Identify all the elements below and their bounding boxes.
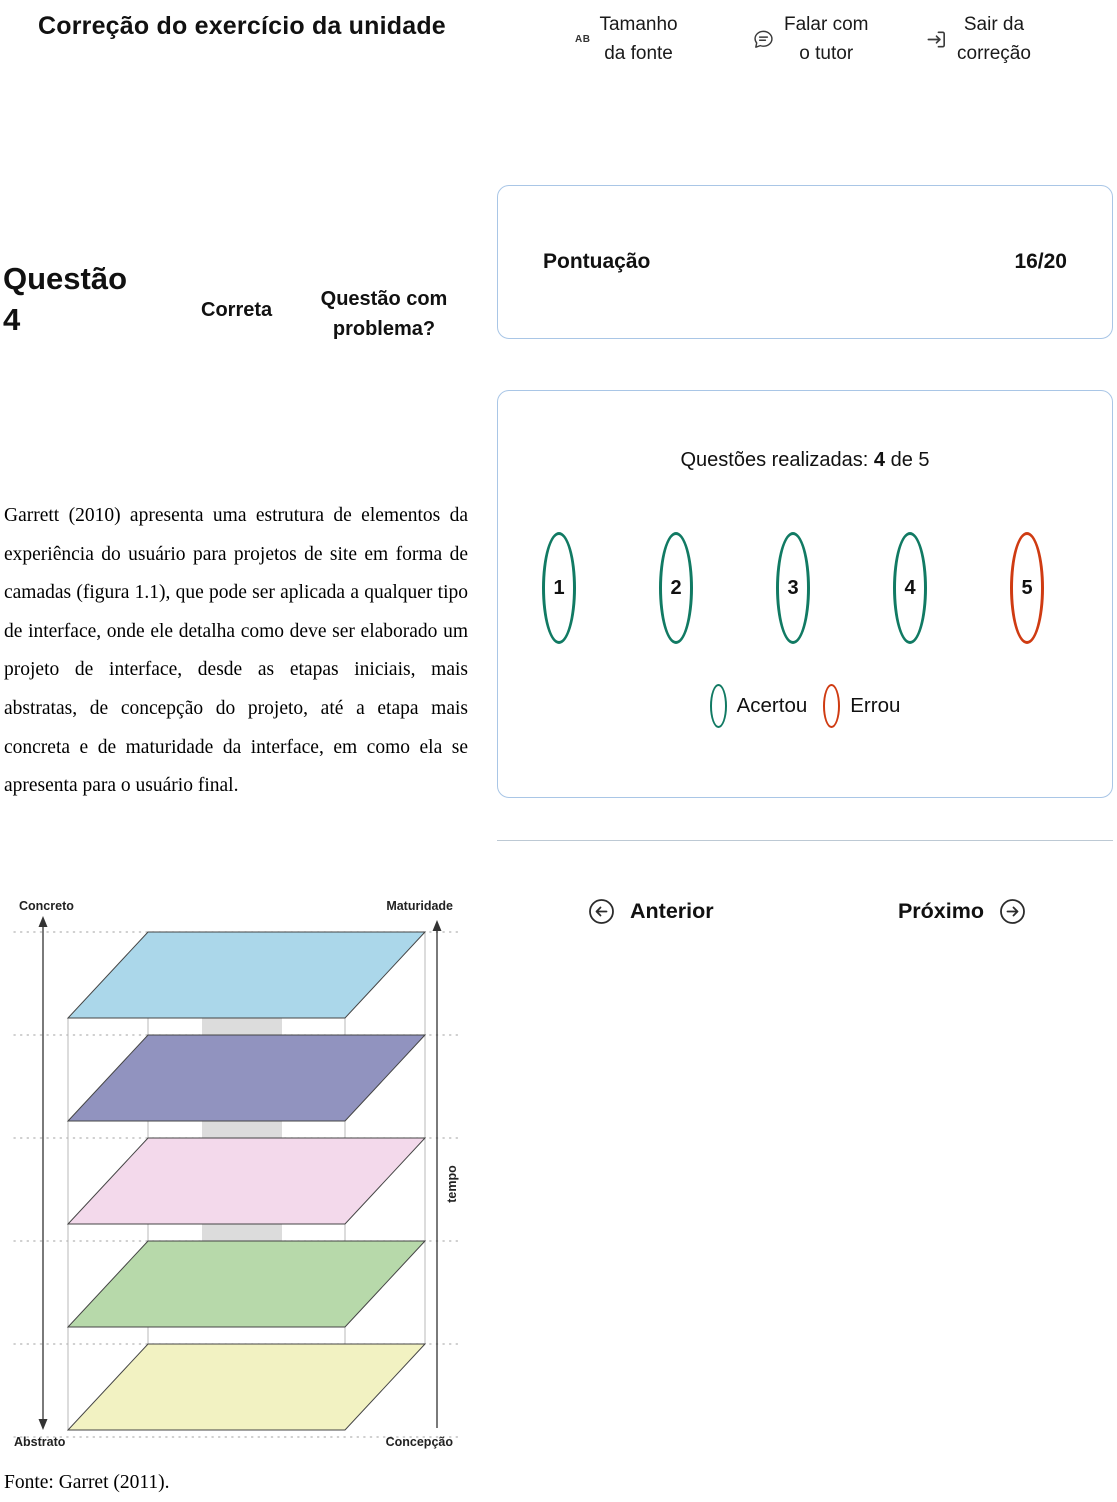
question-oval-2[interactable]: 2: [659, 532, 693, 644]
progress-summary-suffix: de 5: [885, 449, 930, 471]
progress-summary-current: 4: [873, 449, 886, 471]
font-size-button[interactable]: [575, 8, 678, 70]
layer-plane-3: [68, 1138, 425, 1224]
legend: [498, 684, 1112, 728]
layer-plane-1: [68, 932, 425, 1018]
question-oval-5[interactable]: 5: [1010, 532, 1044, 644]
nav-row: [497, 898, 1113, 925]
question-oval-1[interactable]: 1: [542, 532, 576, 644]
figure-label-concepcao: Concepção: [385, 1435, 453, 1449]
figure-label-tempo: tempo: [445, 1165, 459, 1203]
figure-label-maturidade: Maturidade: [386, 899, 453, 913]
legend-item-correct: [710, 684, 808, 728]
wrong-oval-icon: [823, 684, 840, 728]
question-oval-3[interactable]: 3: [776, 532, 810, 644]
legend-label-wrong: Errou: [850, 694, 901, 717]
font-size-label-line2: da fonte: [604, 43, 673, 64]
font-size-icon: AB: [575, 33, 591, 45]
previous-button[interactable]: [588, 898, 714, 925]
question-oval-4[interactable]: 4: [893, 532, 927, 644]
font-size-label-line1: Tamanho: [599, 14, 678, 35]
tutor-label-line1: Falar com: [784, 14, 869, 35]
progress-summary-prefix: Questões realizadas:: [680, 449, 874, 471]
exit-correction-button[interactable]: [925, 8, 1031, 70]
legend-label-correct: Acertou: [736, 694, 808, 717]
question-heading: [3, 258, 127, 340]
connector-bands: [202, 978, 282, 1279]
exit-label-line2: correção: [957, 43, 1031, 64]
question-body-text: Garrett (2010) apresenta uma estrutura de elementos da experiência do usuário para projetos de site em forma de camadas (figura 1.1), que pode ser aplicada a qualquer tipo de interface, onde ele detalha como deve ser elaborado um projeto de interface, desde as etapas iniciais, mais abstratas, de concepção do projeto, até a etapa mais concreta e de maturidade da interface, em como ela se apresenta para o usuário final.: [4, 505, 468, 797]
tutor-label-line2: o tutor: [799, 43, 854, 64]
figure-label-concreto: Concreto: [19, 899, 74, 913]
previous-label: Anterior: [630, 899, 714, 923]
progress-summary: [498, 449, 1112, 472]
score-label: Pontuação: [543, 250, 651, 273]
page-title: Correção do exercício da unidade: [38, 12, 446, 40]
next-button[interactable]: [898, 898, 1026, 925]
question-heading-word: Questão: [3, 261, 128, 296]
question-ovals-row: [498, 532, 1112, 644]
chat-icon: [752, 28, 775, 51]
exit-label-line1: Sair da: [963, 14, 1025, 35]
report-problem-line2: problema?: [332, 318, 436, 340]
layer-plane-5: [68, 1344, 425, 1430]
arrow-right-circle-icon: [999, 898, 1026, 925]
score-card: [497, 185, 1113, 339]
exit-icon: [925, 28, 948, 51]
report-problem-button[interactable]: [308, 284, 460, 344]
layer-plane-4: [68, 1241, 425, 1327]
status-correct-badge: Correta: [201, 299, 273, 321]
ux-layers-figure: [6, 888, 468, 1454]
correct-oval-icon: [710, 684, 727, 728]
report-problem-line1: Questão com: [320, 288, 448, 310]
question-heading-number: 4: [3, 302, 21, 337]
figure-caption: Fonte: Garret (2011).: [4, 1472, 170, 1493]
layer-plane-2: [68, 1035, 425, 1121]
progress-card: [497, 390, 1113, 798]
arrow-left-circle-icon: [588, 898, 615, 925]
talk-to-tutor-button[interactable]: [752, 8, 868, 70]
next-label: Próximo: [897, 899, 984, 923]
score-value: 16/20: [1014, 250, 1067, 273]
divider: [497, 840, 1113, 841]
legend-item-wrong: [823, 684, 900, 728]
figure-label-abstrato: Abstrato: [14, 1435, 66, 1449]
